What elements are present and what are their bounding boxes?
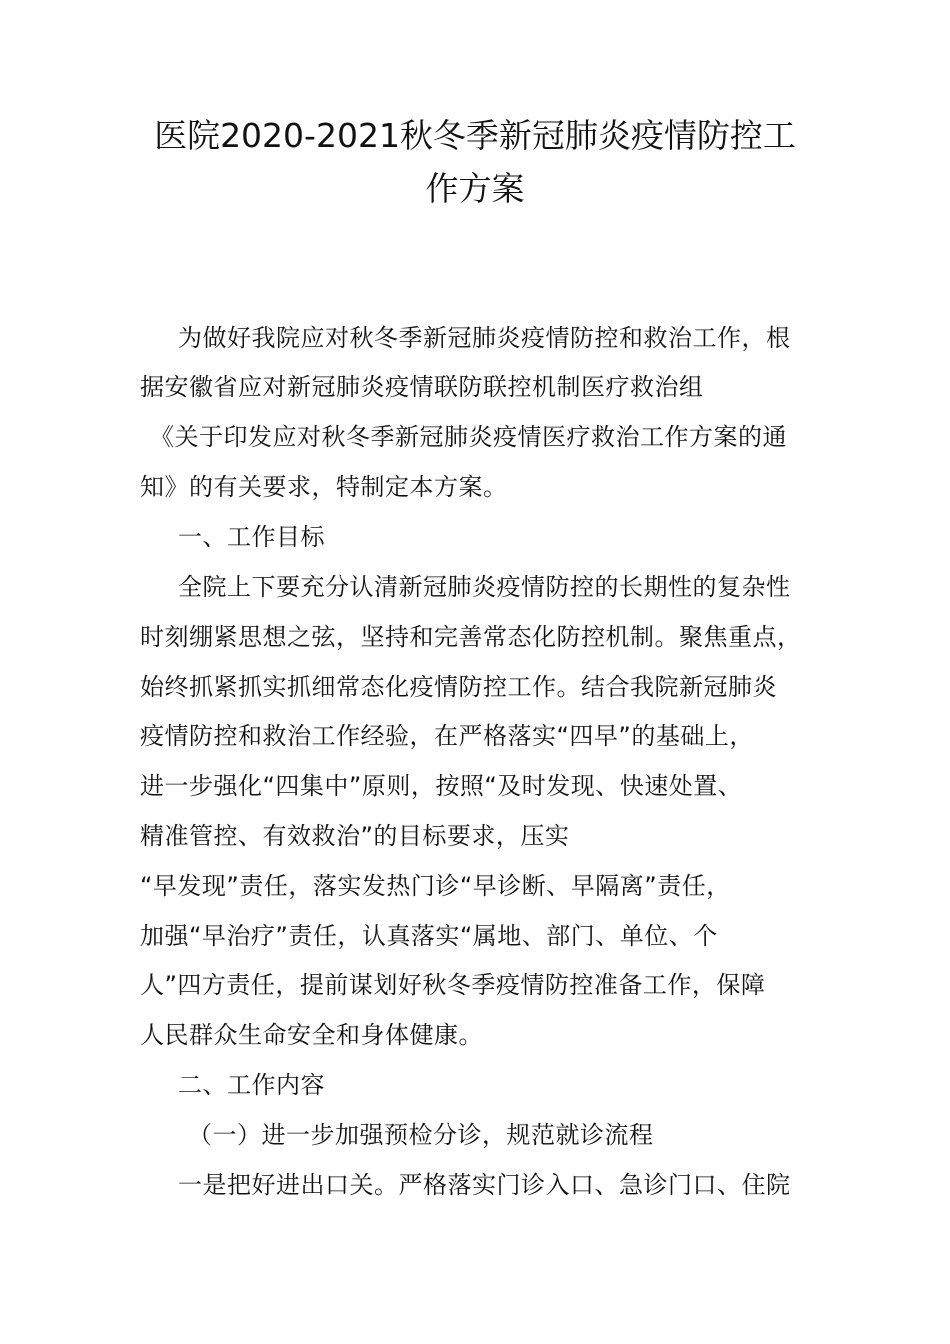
paragraph-line: 加强“早治疗”责任，认真落实“属地、部门、单位、个 xyxy=(140,922,718,950)
paragraph-line: 知》的有关要求，特制定本方案。 xyxy=(140,473,508,501)
paragraph-line: 人民群众生命安全和身体健康。 xyxy=(140,1021,483,1049)
paragraph-line: 一是把好进出口关。严格落实门诊入口、急诊门口、住院 xyxy=(178,1171,791,1199)
paragraph-line: 人”四方责任，提前谋划好秋冬季疫情防控准备工作，保障 xyxy=(140,971,766,999)
paragraph-line: 全院上下要充分认清新冠肺炎疫情防控的长期性的复杂性 xyxy=(178,573,791,601)
paragraph-line: 精准管控、有效救治”的目标要求，压实 xyxy=(140,822,570,850)
paragraph-line: 据安徽省应对新冠肺炎疫情联防联控机制医疗救治组 xyxy=(140,373,704,401)
subsection-heading: （一）进一步加强预检分诊，规范就诊流程 xyxy=(188,1121,654,1149)
paragraph-line: 进一步强化“四集中”原则，按照“及时发现、快速处置、 xyxy=(140,772,743,800)
document-title-line-1: 医院2020-2021秋冬季新冠肺炎疫情防控工 xyxy=(154,116,796,155)
paragraph-line: 为做好我院应对秋冬季新冠肺炎疫情防控和救治工作，根 xyxy=(178,324,791,352)
paragraph-line: 时刻绷紧思想之弦，坚持和完善常态化防控机制。聚焦重点， xyxy=(140,623,802,651)
section-heading: 一、工作目标 xyxy=(178,523,325,551)
paragraph-line: “早发现”责任，落实发热门诊“早诊断、早隔离”责任， xyxy=(140,872,731,900)
paragraph-line: 始终抓紧抓实抓细常态化疫情防控工作。结合我院新冠肺炎 xyxy=(140,673,777,701)
paragraph-line: 疫情防控和救治工作经验，在严格落实“四早”的基础上， xyxy=(140,722,754,750)
document-title-line-2: 作方案 xyxy=(425,169,525,208)
paragraph-line: 《关于印发应对秋冬季新冠肺炎疫情医疗救治工作方案的通 xyxy=(150,423,787,451)
section-heading: 二、工作内容 xyxy=(178,1071,325,1099)
